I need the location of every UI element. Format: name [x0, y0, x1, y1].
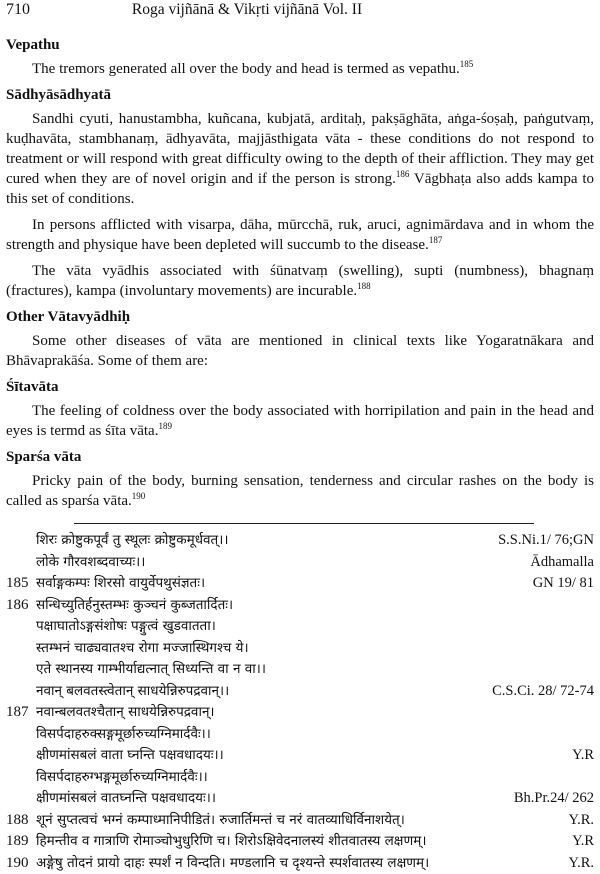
paragraph-text: The vāta vyādhis associated with śūnatvaṃ (swelling), supti (numbness), bhagnaṃ (fractures), kampa (involuntary movements) are incurable. [6, 263, 594, 299]
footnote-line [6, 530, 594, 552]
main-text [6, 35, 594, 511]
paragraph [6, 109, 594, 209]
footnote-number: 186 [6, 595, 36, 617]
paragraph-text: Some other diseases of vāta are mentioned in clinical texts like Yogaratnākara and Bhāvaprakāśa. Some of them are: [6, 333, 594, 369]
footnote-line [6, 745, 594, 767]
footnote-verse: विसर्पदाहरुक्सङ्गमूर्छारुच्यग्निमार्दवैः।। [36, 724, 588, 746]
paragraph [6, 471, 594, 511]
footnote-number: 188 [6, 810, 36, 832]
footnote-line [6, 552, 594, 574]
paragraph-text: The tremors generated all over the body and head is termed as vepathu. [32, 61, 460, 77]
footnote-reference: Bh.Pr.24/ 262 [508, 788, 594, 810]
footnote-reference: GN 19/ 81 [527, 573, 594, 595]
footnote-number: 190 [6, 853, 36, 874]
footnote-number: 185 [6, 573, 36, 595]
footnote-line [6, 659, 594, 681]
footnote-line [6, 573, 594, 595]
footnote-line [6, 810, 594, 832]
footnote-reference: Y.R [566, 831, 594, 853]
footnote-marker[interactable]: 187 [429, 235, 443, 245]
footnote-verse: विसर्पदाहरुग्भङ्गमूर्छारुच्यग्निमार्दवैः।। [36, 767, 588, 789]
footnote-verse: क्षीणमांसबलं वातघ्नन्ति पक्षवधादयः।। [36, 788, 508, 810]
paragraph-text: Vāgbhaṭa also adds kampa to this set of conditions. [6, 171, 594, 207]
section-heading: Śītavāta [6, 377, 594, 397]
footnote-verse: एते स्थानस्य गाम्भीर्याद्यत्नात् सिध्यन्ति वा न वा।। [36, 659, 588, 681]
footnote-verse: नवान् बलवतस्त्वेतान् साधयेन्निरुपद्रवान्।। [36, 681, 486, 703]
footnote-verse: अङ्गेषु तोदनं प्रायो दाहः स्पर्शं न विन्दति। मण्डलानि च दृश्यन्ते स्पर्शवातस्य लक्षणम्। [36, 853, 562, 874]
footnote-line [6, 638, 594, 660]
footnote-marker[interactable]: 186 [396, 169, 410, 179]
footnote-verse: हिमन्तीव व गात्राणि रोमाञ्चोभुधुरिणि च। शिरोऽक्षिवेदनालस्यं शीतवातस्य लक्षणम्। [36, 831, 566, 853]
footnote-verse: शूनं सुप्तत्वचं भग्नं कम्पाध्मानिपीडितं। रुजार्तिमन्तं च नरं वातव्याधिर्विनाशयेत्। [36, 810, 562, 832]
paragraph-text: Pricky pain of the body, burning sensation, tenderness and circular rashes on the body is called as sparśa vāta. [6, 473, 594, 509]
footnote-number: 189 [6, 831, 36, 853]
footnote-verse: शिरः क्रोष्टुकपूर्वं तु स्थूलः क्रोष्टुकमूर्धवत्।। [36, 530, 492, 552]
footnote-line [6, 616, 594, 638]
section-heading: Sparśa vāta [6, 447, 594, 467]
footnote-reference: S.S.Ni.1/ 76;GN [492, 530, 594, 552]
footnote-verse: पक्षाघातोऽङ्गसंशोषः पङ्गुत्वं खुडवातता। [36, 616, 588, 638]
footnote-reference: Y.R [566, 745, 594, 767]
footnote-reference: C.S.Ci. 28/ 72-74 [486, 681, 594, 703]
paragraph [6, 261, 594, 301]
paragraph-text: Sandhi cyuti, hanustambha, kuñcana, kubjatā, arditaḥ, pakṣāghāta, aṅga-śoṣaḥ, paṅgutvaṃ, kuḍhavāta, stambhanaṃ, ādhyavāta, majjāsthigata vāta - these conditions do not respond to treatment or will respond with great difficulty owing to the depth of their affliction. They may get cured when they are of novel origin and if the person is strong. [6, 111, 594, 187]
footnote-reference: Y.R. [562, 853, 594, 874]
footnote-verse: सन्धिच्युतिर्हनुस्तम्भः कुञ्चनं कुब्जतार्दितः। [36, 595, 588, 617]
paragraph [6, 401, 594, 441]
section-heading: Other Vātavyādhiḥ [6, 307, 594, 327]
running-header [6, 0, 594, 31]
footnote-reference: Ādhamalla [524, 552, 594, 574]
footnote-verse: लोके गौरवशब्दवाच्यः।। [36, 552, 524, 574]
footnote-number: 187 [6, 702, 36, 724]
footnotes [6, 530, 594, 874]
paragraph-text: In persons afflicted with visarpa, dāha, mūrcchā, ruk, aruci, agnimārdava and in whom the strength and physique have been depleted will succumb to the disease. [6, 217, 594, 253]
footnote-marker[interactable]: 189 [158, 421, 172, 431]
footnote-verse: क्षीणमांसबलं वाता घ्नन्ति पक्षवधादयः।। [36, 745, 566, 767]
footnote-marker[interactable]: 190 [132, 491, 146, 501]
footnote-verse: स्तम्भनं चाढ्यवातश्च रोगा मज्जास्थिगश्च ये। [36, 638, 588, 660]
footnote-verse: नवान्बलवतश्चैतान् साधयेन्निरुपद्रवान्। [36, 702, 588, 724]
footnote-marker[interactable]: 188 [357, 281, 371, 291]
footnote-line [6, 702, 594, 724]
footnote-line [6, 681, 594, 703]
footnote-marker[interactable]: 185 [460, 59, 474, 69]
footnote-line [6, 595, 594, 617]
footnote-verse: सर्वाङ्गकम्पः शिरसो वायुर्वेपथुसंज्ञतः। [36, 573, 527, 595]
paragraph [6, 331, 594, 371]
paragraph-text: The feeling of coldness over the body associated with horripilation and pain in the head and eyes is termd as śīta vāta. [6, 403, 594, 439]
section-heading: Sādhyāsādhyatā [6, 85, 594, 105]
footnote-line [6, 831, 594, 853]
paragraph [6, 215, 594, 255]
footnote-divider [74, 523, 534, 524]
running-title: Roga vijñānā & Vikṛti vijñānā Vol. II [132, 1, 362, 19]
footnote-line [6, 853, 594, 874]
page-number: 710 [6, 1, 30, 19]
footnote-line [6, 788, 594, 810]
footnote-reference: Y.R. [562, 810, 594, 832]
section-heading: Vepathu [6, 35, 594, 55]
footnote-line [6, 724, 594, 746]
paragraph [6, 59, 594, 79]
footnote-line [6, 767, 594, 789]
